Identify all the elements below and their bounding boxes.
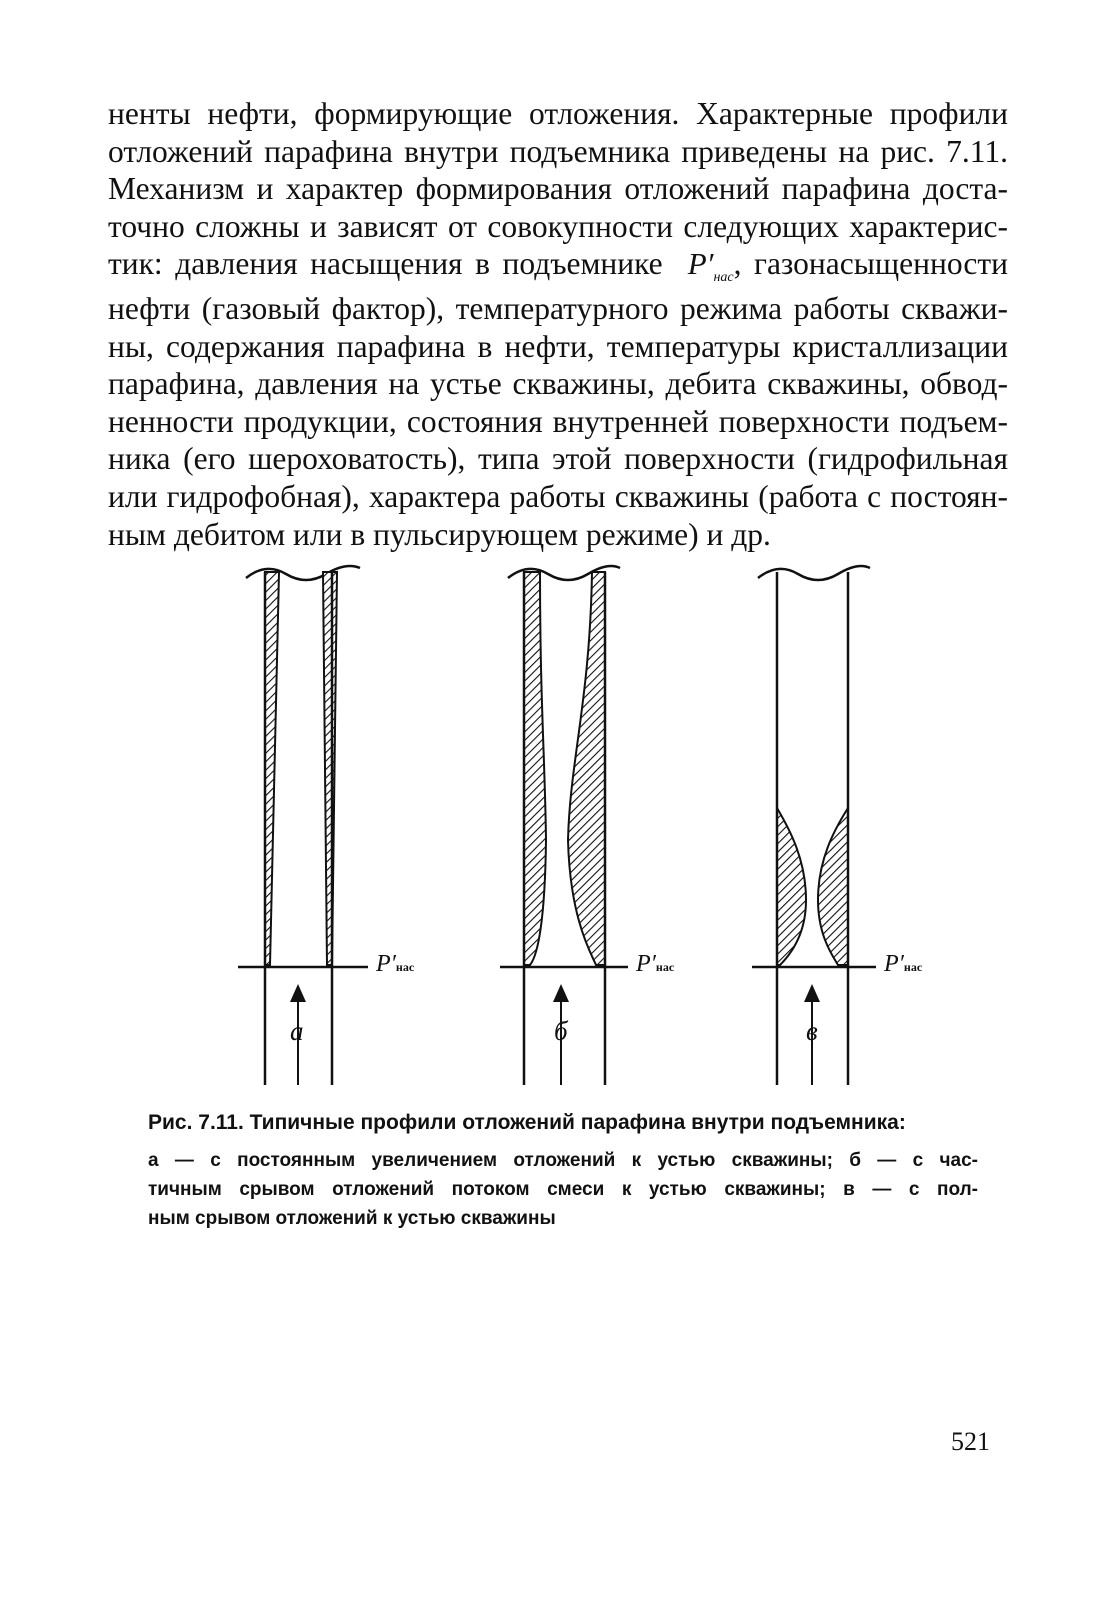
figure-caption: [148, 1108, 978, 1233]
body-paragraph: [108, 95, 1008, 553]
text-line-with-symbol: [108, 245, 1008, 290]
caption-title: Рис. 7.11. Типичные профили отложений парафина внутри подъемника:: [148, 1111, 906, 1134]
symbol-subscript: нас: [713, 270, 734, 286]
deposit-left-a: [265, 572, 279, 965]
text-line: отложений парафина внутри подъемника приведены на рис. 7.11.: [108, 133, 1008, 169]
page-number: 521: [951, 1427, 990, 1456]
tube-diagram-a: [238, 566, 368, 1085]
panel-label-a: а: [290, 1016, 304, 1046]
paraffin-profiles-figure: [0, 545, 1108, 1085]
text-line: парафина, давления на устье скважины, дебита скважины, обвод-: [108, 366, 1008, 402]
text-line: или гидрофобная), характера работы скважины (работа с постоян-: [108, 478, 1008, 514]
text-line: Механизм и характер формирования отложений парафина доста-: [108, 171, 1008, 207]
text-line: точно сложны и зависят от совокупности следующих характерис-: [108, 208, 1008, 244]
text-line: ны, содержания парафина в нефти, температуры кристаллизации: [108, 328, 1008, 364]
deposit-left-b: [524, 572, 546, 965]
caption-line: тичным срывом отложений потоком смеси к устью скважины; в — с пол-: [148, 1179, 978, 1200]
caption-line: ным срывом отложений к устью скважины: [148, 1208, 556, 1229]
text-line: ника (его шероховатость), типа этой поверхности (гидрофильная: [108, 441, 1008, 477]
text-line: ным дебитом или в пульсирующем режиме) и др.: [108, 516, 771, 552]
saturation-pressure-label-b: P′нас: [636, 951, 675, 977]
saturation-pressure-symbol: $P'_{нас}$: [687, 246, 734, 286]
deposit-left-v: [777, 808, 806, 965]
text-line: ненности продукции, состояния внутренней поверхности подъем-: [108, 403, 1008, 439]
saturation-pressure-label-v: P′нас: [884, 951, 923, 977]
panel-label-b: б: [554, 1016, 568, 1046]
deposit-right-a: [323, 572, 337, 965]
text-line: нефти (газовый фактор), температурного режима работы скважи-: [108, 290, 1008, 326]
deposit-right-b: [568, 572, 605, 965]
text-line: ненты нефти, формирующие отложения. Характерные профили: [108, 96, 1008, 131]
panel-label-v: в: [806, 1016, 818, 1046]
tube-diagram-b: [500, 566, 628, 1085]
tube-diagram-v: [752, 566, 876, 1085]
deposit-right-v: [818, 808, 848, 965]
caption-line: а — с постоянным увеличением отложений к устью скважины; б — с час-: [148, 1150, 978, 1171]
text-fragment: , газонасыщенности: [733, 246, 1009, 282]
saturation-pressure-label-a: P′нас: [376, 951, 415, 977]
text-fragment: тик: давления насыщения в подъемнике: [108, 246, 663, 282]
